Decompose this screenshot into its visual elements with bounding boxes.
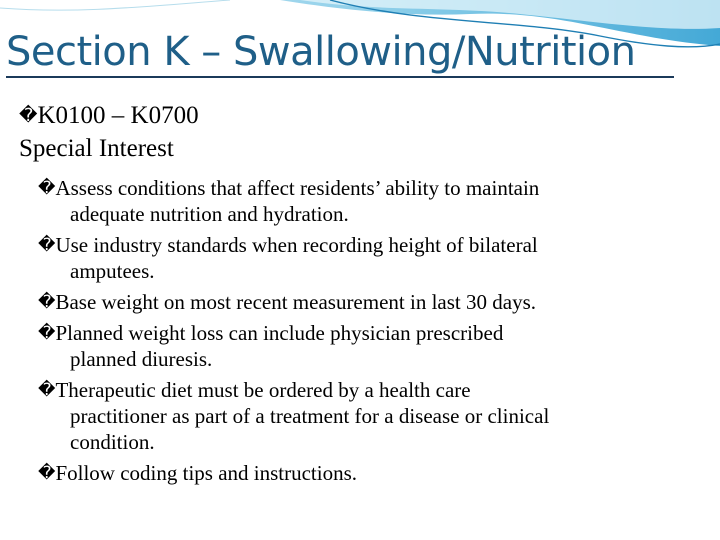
bullet-item [38,377,688,455]
bullet-text: practitioner as part of a treatment for a disease or clinical [70,404,550,428]
bullet-text: Use industry standards when recording height of bilateral [55,233,538,257]
bullet-text-line [38,460,688,486]
heading-line [19,99,709,132]
bullet-item [38,289,688,315]
bullet-glyph-icon: � [38,235,56,255]
bullet-text-line [38,429,688,455]
slide-title: Section K – Swallowing/Nutrition [6,29,636,75]
bullet-glyph-icon: � [38,380,56,400]
bullet-list [38,175,688,491]
bullet-text: condition. [70,430,155,454]
bullet-text-line [38,232,688,258]
bullet-text: adequate nutrition and hydration. [70,202,349,226]
bullet-glyph-icon: � [38,323,56,343]
bullet-text: Base weight on most recent measurement in last 30 days. [55,290,536,314]
bullet-glyph-icon: � [38,463,56,483]
title-underline [6,76,674,78]
bullet-glyph-icon: � [38,292,56,312]
bullet-text: amputees. [70,259,155,283]
bullet-text-line [38,258,688,284]
bullet-text-line [38,377,688,403]
section-heading [19,99,709,165]
bullet-text: Planned weight loss can include physician prescribed [55,321,504,345]
bullet-text-line [38,320,688,346]
bullet-text-line [38,289,688,315]
bullet-glyph-icon: � [19,105,38,126]
bullet-text: Therapeutic diet must be ordered by a health care [55,378,471,402]
bullet-text-line [38,403,688,429]
heading-subtitle: Special Interest [19,135,174,162]
bullet-item [38,232,688,284]
bullet-text: Assess conditions that affect residents’ ability to maintain [55,176,540,200]
bullet-text: Follow coding tips and instructions. [55,461,358,485]
bullet-text: planned diuresis. [70,347,213,371]
bullet-text-line [38,201,688,227]
bullet-item [38,175,688,227]
bullet-glyph-icon: � [38,178,56,198]
bullet-text-line [38,346,688,372]
heading-code-range: K0100 – K0700 [37,102,199,129]
bullet-item [38,320,688,372]
bullet-item [38,460,688,486]
bullet-text-line [38,175,688,201]
